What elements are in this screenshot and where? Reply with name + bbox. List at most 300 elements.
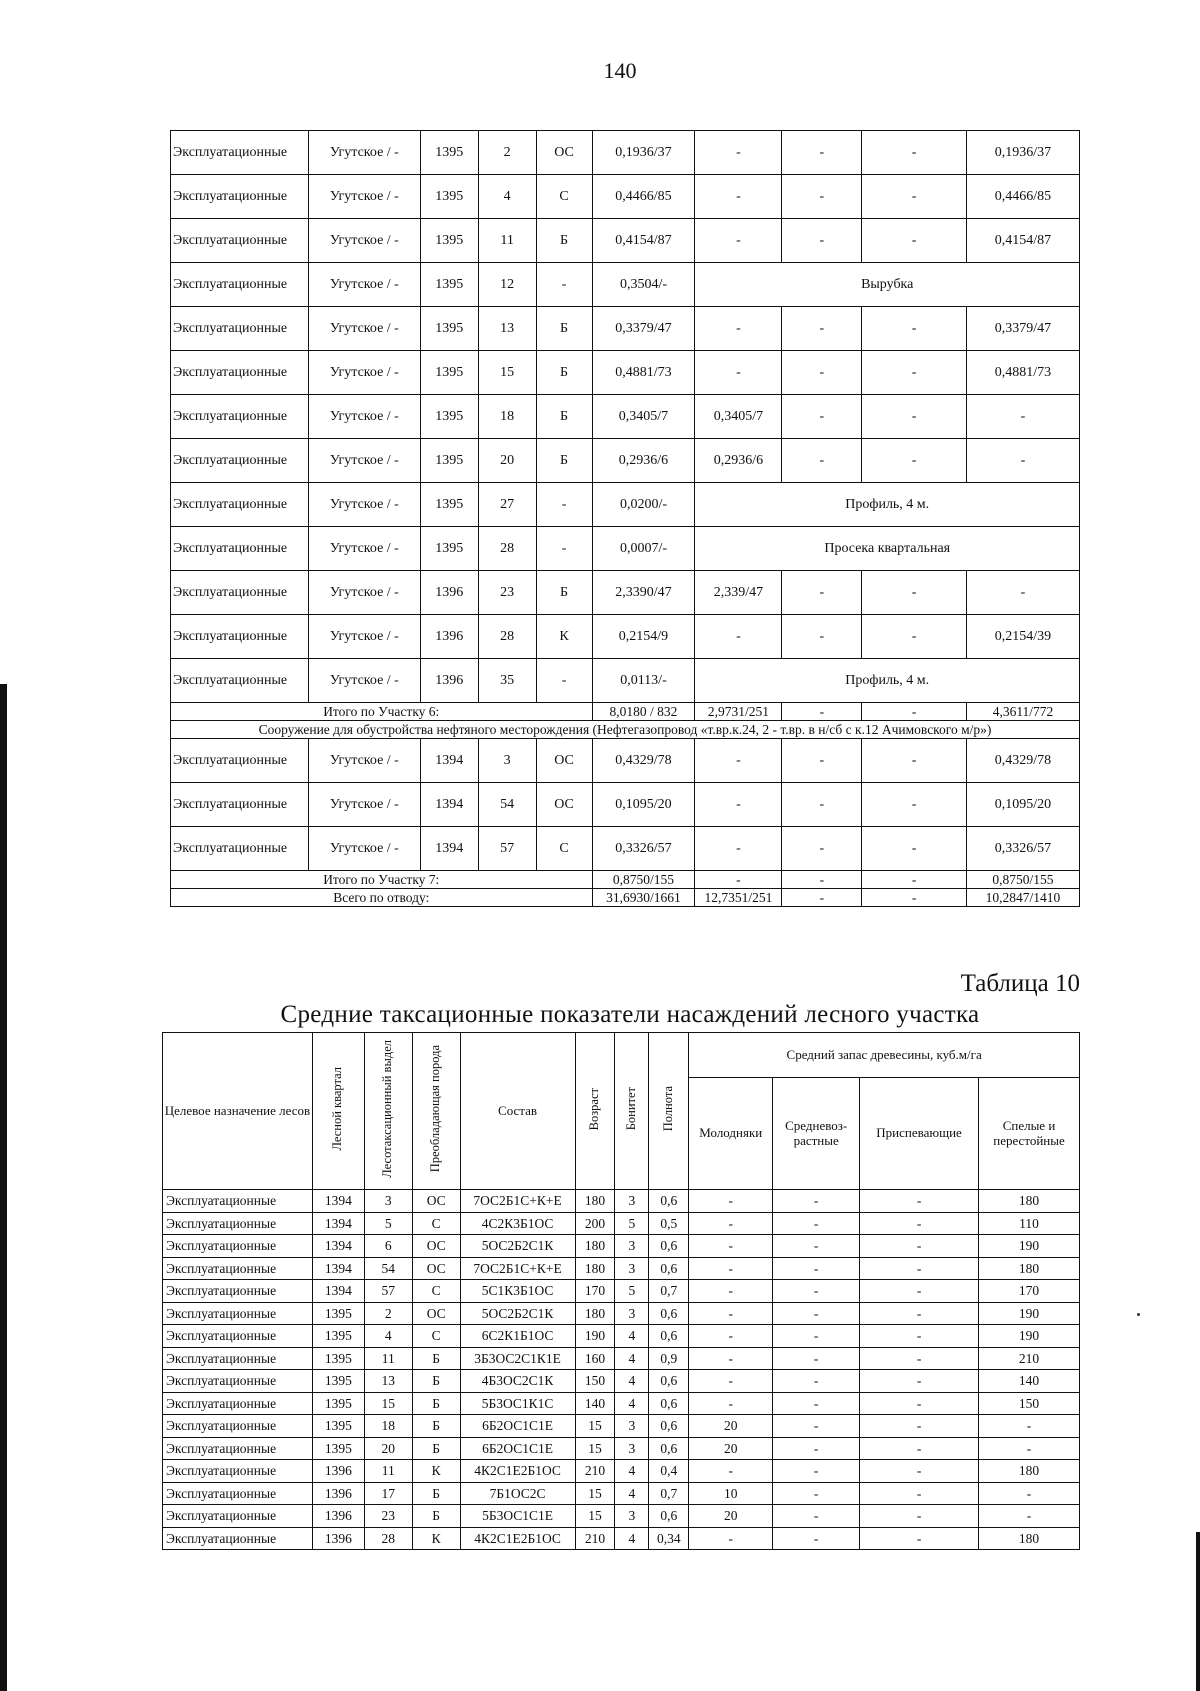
purpose-cell: Эксплуатационные [163,1392,313,1415]
purpose-cell: Эксплуатационные [171,439,309,483]
area-mature-cell: 0,8750/155 [967,871,1080,889]
table-row [163,1190,1080,1213]
middle-cell: - [773,1257,860,1280]
vydel-cell: 18 [478,395,536,439]
area-ripening-cell: - [862,351,967,395]
area-young-cell: 12,7351/251 [695,889,782,907]
species-cell: Б [412,1437,460,1460]
table-title: Средние таксационные показатели насаждений лесного участка [280,1001,980,1028]
purpose-cell: Эксплуатационные [163,1527,313,1550]
age-cell: 15 [575,1437,615,1460]
composition-cell: 7ОС2Б1С+К+Е [460,1257,575,1280]
composition-cell: 6С2К1Б1ОС [460,1325,575,1348]
taxation-table-body [163,1190,1080,1550]
composition-cell: 7Б1ОС2С [460,1482,575,1505]
area-total-cell: 0,2936/6 [592,439,695,483]
area-total-cell: 31,6930/1661 [592,889,695,907]
area-total-cell: 0,3379/47 [592,307,695,351]
vydel-cell: 23 [478,571,536,615]
area-young-cell: - [695,219,782,263]
area-young-cell: 0,2936/6 [695,439,782,483]
header-bonitet [615,1033,649,1190]
species-cell: ОС [536,131,592,175]
mature-cell: 150 [979,1392,1080,1415]
bonitet-cell: 3 [615,1505,649,1528]
density-cell: 0,6 [649,1437,689,1460]
species-cell: Б [536,351,592,395]
species-cell: Б [536,439,592,483]
forestry-cell: Угутское / - [308,351,420,395]
purpose-cell: Эксплуатационные [171,483,309,527]
vydel-cell: 4 [364,1325,412,1348]
middle-cell: - [773,1325,860,1348]
area-middle-cell: - [782,395,862,439]
bonitet-cell: 3 [615,1415,649,1438]
area-total-cell: 2,3390/47 [592,571,695,615]
table-row [163,1347,1080,1370]
middle-cell: - [773,1190,860,1213]
middle-cell: - [773,1235,860,1258]
species-cell: Б [536,219,592,263]
area-mature-cell: 4,3611/772 [967,703,1080,721]
area-middle-cell: - [782,783,862,827]
species-cell: С [536,827,592,871]
table-row [171,571,1080,615]
mature-cell: 190 [979,1235,1080,1258]
area-mature-cell: - [967,571,1080,615]
kvartal-cell: 1394 [420,739,478,783]
purpose-cell: Эксплуатационные [163,1505,313,1528]
header-young: Молодняки [689,1078,773,1190]
composition-cell: 4К2С1Е2Б1ОС [460,1527,575,1550]
header-stock-group: Средний запас древесины, куб.м/га [689,1033,1080,1078]
area-young-cell: - [695,351,782,395]
area-young-cell: - [695,131,782,175]
header-composition: Состав [460,1033,575,1190]
vydel-cell: 3 [364,1190,412,1213]
area-mature-cell: 0,1095/20 [967,783,1080,827]
bonitet-cell: 5 [615,1212,649,1235]
kvartal-cell: 1395 [420,351,478,395]
bonitet-cell: 3 [615,1235,649,1258]
kvartal-cell: 1396 [312,1505,364,1528]
composition-cell: 4Б3ОС2С1К [460,1370,575,1393]
species-cell: ОС [412,1302,460,1325]
mature-cell: - [979,1437,1080,1460]
area-total-cell: 0,8750/155 [592,871,695,889]
density-cell: 0,6 [649,1302,689,1325]
header-purpose: Целевое назначение лесов [163,1033,313,1190]
species-cell: Б [412,1415,460,1438]
density-cell: 0,6 [649,1190,689,1213]
mature-cell: 110 [979,1212,1080,1235]
age-cell: 15 [575,1415,615,1438]
kvartal-cell: 1394 [312,1280,364,1303]
species-cell: - [536,527,592,571]
composition-cell: 5ОС2Б2С1К [460,1302,575,1325]
bonitet-cell: 5 [615,1280,649,1303]
kvartal-cell: 1396 [312,1527,364,1550]
area-total-cell: 0,0113/- [592,659,695,703]
purpose-cell: Эксплуатационные [163,1482,313,1505]
vydel-cell: 3 [478,739,536,783]
scan-left-margin-line [0,684,7,1691]
purpose-cell: Эксплуатационные [163,1280,313,1303]
area-mature-cell: 0,2154/39 [967,615,1080,659]
age-cell: 15 [575,1482,615,1505]
note-cell: Просека квартальная [695,527,1080,571]
area-ripening-cell: - [862,395,967,439]
ripening-cell: - [860,1505,979,1528]
table-row [163,1302,1080,1325]
area-total-cell: 0,4154/87 [592,219,695,263]
purpose-cell: Эксплуатационные [163,1415,313,1438]
area-ripening-cell: - [862,703,967,721]
header-kvartal-text: Лесной квартал [330,1067,345,1151]
table-row [163,1415,1080,1438]
vydel-cell: 35 [478,659,536,703]
area-total-cell: 8,0180 / 832 [592,703,695,721]
vydel-cell: 57 [364,1280,412,1303]
ripening-cell: - [860,1212,979,1235]
forestry-cell: Угутское / - [308,395,420,439]
area-young-cell: - [695,615,782,659]
table-row [171,827,1080,871]
vydel-cell: 20 [364,1437,412,1460]
area-total-cell: 0,4881/73 [592,351,695,395]
species-cell: - [536,263,592,307]
vydel-cell: 5 [364,1212,412,1235]
ripening-cell: - [860,1347,979,1370]
total-label-cell: Итого по Участку 7: [171,871,593,889]
header-vydel [364,1033,412,1190]
area-young-cell: 2,9731/251 [695,703,782,721]
kvartal-cell: 1395 [420,175,478,219]
composition-cell: 5Б3ОС1С1Е [460,1505,575,1528]
vydel-cell: 11 [478,219,536,263]
young-cell: - [689,1460,773,1483]
kvartal-cell: 1395 [312,1347,364,1370]
kvartal-cell: 1394 [420,783,478,827]
purpose-cell: Эксплуатационные [163,1325,313,1348]
header-ripening: Приспевающие [860,1078,979,1190]
area-young-cell: 2,339/47 [695,571,782,615]
bonitet-cell: 4 [615,1527,649,1550]
scan-right-margin-line [1196,1532,1200,1691]
section-title-cell: Сооружение для обустройства нефтяного месторождения (Нефтегазопровод «т.вр.к.24, 2 - т.вр. в н/сб с к.12 Ачимовского м/р») [171,721,1080,739]
purpose-cell: Эксплуатационные [163,1190,313,1213]
purpose-cell: Эксплуатационные [163,1302,313,1325]
forestry-cell: Угутское / - [308,739,420,783]
middle-cell: - [773,1505,860,1528]
area-ripening-cell: - [862,739,967,783]
table-row [163,1325,1080,1348]
vydel-cell: 12 [478,263,536,307]
ripening-cell: - [860,1460,979,1483]
ripening-cell: - [860,1325,979,1348]
mature-cell: 210 [979,1347,1080,1370]
mature-cell: - [979,1505,1080,1528]
species-cell: С [536,175,592,219]
age-cell: 210 [575,1460,615,1483]
vydel-cell: 15 [478,351,536,395]
area-ripening-cell: - [862,131,967,175]
area-middle-cell: - [782,175,862,219]
area-ripening-cell: - [862,783,967,827]
ripening-cell: - [860,1280,979,1303]
purpose-cell: Эксплуатационные [171,615,309,659]
composition-cell: 5ОС2Б2С1К [460,1235,575,1258]
table-row [163,1505,1080,1528]
species-cell: Б [412,1392,460,1415]
table-number: Таблица 10 [960,970,1080,997]
composition-cell: 5Б3ОС1К1С [460,1392,575,1415]
age-cell: 190 [575,1325,615,1348]
kvartal-cell: 1395 [420,439,478,483]
age-cell: 200 [575,1212,615,1235]
vydel-cell: 13 [364,1370,412,1393]
forestry-cell: Угутское / - [308,783,420,827]
table-row [171,483,1080,527]
forestry-cell: Угутское / - [308,827,420,871]
table-row [163,1370,1080,1393]
header-age [575,1033,615,1190]
age-cell: 160 [575,1347,615,1370]
vydel-cell: 4 [478,175,536,219]
table-row [163,1212,1080,1235]
middle-cell: - [773,1280,860,1303]
purpose-cell: Эксплуатационные [163,1257,313,1280]
area-ripening-cell: - [862,175,967,219]
area-ripening-cell: - [862,889,967,907]
mature-cell: 190 [979,1302,1080,1325]
total-row [171,871,1080,889]
middle-cell: - [773,1392,860,1415]
header-age-text: Возраст [587,1087,602,1131]
area-middle-cell: - [782,439,862,483]
table-row [171,263,1080,307]
table-row [163,1392,1080,1415]
area-middle-cell: - [782,871,862,889]
area-mature-cell: - [967,439,1080,483]
area-young-cell: - [695,871,782,889]
area-middle-cell: - [782,827,862,871]
area-young-cell: - [695,175,782,219]
bonitet-cell: 3 [615,1190,649,1213]
kvartal-cell: 1395 [420,395,478,439]
table-row [163,1460,1080,1483]
species-cell: ОС [536,739,592,783]
density-cell: 0,7 [649,1280,689,1303]
purpose-cell: Эксплуатационные [163,1370,313,1393]
area-young-cell: - [695,783,782,827]
forestry-cell: Угутское / - [308,263,420,307]
vydel-cell: 6 [364,1235,412,1258]
species-cell: К [412,1460,460,1483]
middle-cell: - [773,1370,860,1393]
table-row [171,439,1080,483]
kvartal-cell: 1395 [312,1325,364,1348]
density-cell: 0,6 [649,1325,689,1348]
middle-cell: - [773,1527,860,1550]
ripening-cell: - [860,1257,979,1280]
table-row [163,1235,1080,1258]
middle-cell: - [773,1347,860,1370]
area-middle-cell: - [782,307,862,351]
composition-cell: 3Б3ОС2С1К1Е [460,1347,575,1370]
young-cell: 20 [689,1505,773,1528]
species-cell: ОС [412,1235,460,1258]
composition-cell: 7ОС2Б1С+К+Е [460,1190,575,1213]
area-middle-cell: - [782,615,862,659]
area-mature-cell: 10,2847/1410 [967,889,1080,907]
vydel-cell: 54 [478,783,536,827]
vydel-cell: 57 [478,827,536,871]
density-cell: 0,5 [649,1212,689,1235]
kvartal-cell: 1394 [312,1212,364,1235]
density-cell: 0,4 [649,1460,689,1483]
young-cell: - [689,1280,773,1303]
area-ripening-cell: - [862,871,967,889]
scan-speck [1137,1313,1140,1316]
composition-cell: 6Б2ОС1С1Е [460,1415,575,1438]
purpose-cell: Эксплуатационные [171,307,309,351]
species-cell: К [536,615,592,659]
purpose-cell: Эксплуатационные [171,219,309,263]
density-cell: 0,7 [649,1482,689,1505]
area-ripening-cell: - [862,439,967,483]
table-row [171,615,1080,659]
area-mature-cell: 0,1936/37 [967,131,1080,175]
density-cell: 0,6 [649,1257,689,1280]
forestry-cell: Угутское / - [308,131,420,175]
forestry-cell: Угутское / - [308,439,420,483]
area-middle-cell: - [782,571,862,615]
area-total-cell: 0,4329/78 [592,739,695,783]
forestry-cell: Угутское / - [308,615,420,659]
vydel-cell: 18 [364,1415,412,1438]
species-cell: Б [412,1482,460,1505]
purpose-cell: Эксплуатационные [171,827,309,871]
composition-cell: 5С1К3Б1ОС [460,1280,575,1303]
vydel-cell: 28 [478,527,536,571]
table-row [171,659,1080,703]
kvartal-cell: 1395 [312,1392,364,1415]
area-ripening-cell: - [862,571,967,615]
note-cell: Вырубка [695,263,1080,307]
density-cell: 0,6 [649,1370,689,1393]
purpose-cell: Эксплуатационные [171,783,309,827]
forestry-cell: Угутское / - [308,219,420,263]
section-row [171,721,1080,739]
forestry-cell: Угутское / - [308,527,420,571]
kvartal-cell: 1394 [312,1235,364,1258]
purpose-cell: Эксплуатационные [171,131,309,175]
table-row [171,131,1080,175]
area-ripening-cell: - [862,219,967,263]
kvartal-cell: 1394 [312,1190,364,1213]
species-cell: Б [412,1370,460,1393]
ripening-cell: - [860,1302,979,1325]
header-kvartal [312,1033,364,1190]
young-cell: 10 [689,1482,773,1505]
species-cell: - [536,659,592,703]
area-total-cell: 0,2154/9 [592,615,695,659]
composition-cell: 6Б2ОС1С1Е [460,1437,575,1460]
area-mature-cell: - [967,395,1080,439]
density-cell: 0,6 [649,1392,689,1415]
species-cell: С [412,1280,460,1303]
species-cell: Б [412,1347,460,1370]
table-row [163,1527,1080,1550]
table-row [163,1482,1080,1505]
ripening-cell: - [860,1392,979,1415]
table-row [171,219,1080,263]
age-cell: 210 [575,1527,615,1550]
area-total-cell: 0,3326/57 [592,827,695,871]
vydel-cell: 15 [364,1392,412,1415]
area-middle-cell: - [782,351,862,395]
area-total-cell: 0,1936/37 [592,131,695,175]
mature-cell: 180 [979,1527,1080,1550]
area-mature-cell: 0,4881/73 [967,351,1080,395]
kvartal-cell: 1395 [420,219,478,263]
table-row [171,527,1080,571]
area-mature-cell: 0,4466/85 [967,175,1080,219]
bonitet-cell: 4 [615,1325,649,1348]
table-row [171,739,1080,783]
area-mature-cell: 0,3326/57 [967,827,1080,871]
table-row [171,175,1080,219]
middle-cell: - [773,1212,860,1235]
header-density-text: Полнота [660,1086,675,1132]
mature-cell: - [979,1415,1080,1438]
density-cell: 0,34 [649,1527,689,1550]
purpose-cell: Эксплуатационные [171,395,309,439]
young-cell: - [689,1235,773,1258]
young-cell: - [689,1392,773,1415]
purpose-cell: Эксплуатационные [171,175,309,219]
composition-cell: 4С2К3Б1ОС [460,1212,575,1235]
kvartal-cell: 1395 [420,263,478,307]
table-row [171,783,1080,827]
area-middle-cell: - [782,739,862,783]
area-mature-cell: 0,3379/47 [967,307,1080,351]
young-cell: 20 [689,1415,773,1438]
middle-cell: - [773,1460,860,1483]
purpose-cell: Эксплуатационные [171,659,309,703]
middle-cell: - [773,1482,860,1505]
kvartal-cell: 1396 [312,1482,364,1505]
forestry-cell: Угутское / - [308,175,420,219]
kvartal-cell: 1396 [312,1460,364,1483]
header-density [649,1033,689,1190]
age-cell: 170 [575,1280,615,1303]
table-row [171,307,1080,351]
total-row [171,889,1080,907]
header-vydel-text: Лесотаксационный выдел [380,1040,395,1178]
header-species-text: Преобладающая порода [428,1045,443,1173]
plot-area-table-body [171,131,1080,907]
bonitet-cell: 4 [615,1370,649,1393]
density-cell: 0,6 [649,1505,689,1528]
table-row [163,1437,1080,1460]
composition-cell: 4К2С1Е2Б1ОС [460,1460,575,1483]
area-ripening-cell: - [862,615,967,659]
area-middle-cell: - [782,219,862,263]
header-mature: Спелые и перестойные [979,1078,1080,1190]
ripening-cell: - [860,1482,979,1505]
